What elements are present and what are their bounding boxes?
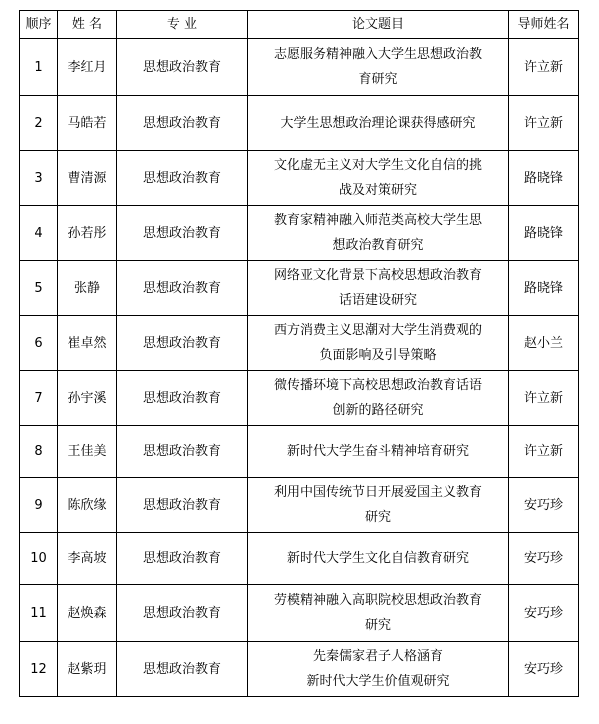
cell-advisor: 许立新 bbox=[509, 96, 579, 151]
title-line: 教育家精神融入师范类高校大学生思 bbox=[273, 213, 482, 228]
cell-seq: 5 bbox=[20, 261, 58, 316]
cell-major: 思想政治教育 bbox=[117, 533, 248, 585]
table-row bbox=[20, 642, 579, 697]
cell-seq: 4 bbox=[20, 206, 58, 261]
cell-title bbox=[248, 426, 509, 478]
table-row bbox=[20, 533, 579, 585]
cell-seq: 8 bbox=[20, 426, 58, 478]
cell-seq: 11 bbox=[20, 585, 58, 642]
cell-title bbox=[248, 585, 509, 642]
table-row bbox=[20, 206, 579, 261]
title-line: 研究 bbox=[364, 618, 391, 633]
cell-advisor: 安巧珍 bbox=[509, 585, 579, 642]
title-line: 新时代大学生奋斗精神培育研究 bbox=[286, 444, 469, 459]
table-row bbox=[20, 96, 579, 151]
title-line: 新时代大学生文化自信教育研究 bbox=[286, 551, 469, 566]
cell-name: 孙宇溪 bbox=[58, 371, 117, 426]
cell-advisor: 路晓锋 bbox=[509, 206, 579, 261]
cell-advisor: 许立新 bbox=[509, 371, 579, 426]
title-line: 西方消费主义思潮对大学生消费观的 bbox=[273, 323, 482, 338]
cell-advisor: 安巧珍 bbox=[509, 642, 579, 697]
cell-seq: 6 bbox=[20, 316, 58, 371]
table-row bbox=[20, 261, 579, 316]
title-line: 文化虚无主义对大学生文化自信的挑 bbox=[273, 158, 482, 173]
cell-advisor: 安巧珍 bbox=[509, 533, 579, 585]
title-line: 劳模精神融入高职院校思想政治教育 bbox=[273, 593, 482, 608]
cell-major: 思想政治教育 bbox=[117, 426, 248, 478]
cell-major: 思想政治教育 bbox=[117, 151, 248, 206]
cell-title bbox=[248, 151, 509, 206]
title-line: 话语建设研究 bbox=[338, 293, 417, 308]
table-row bbox=[20, 39, 579, 96]
cell-title bbox=[248, 96, 509, 151]
cell-title bbox=[248, 39, 509, 96]
cell-title bbox=[248, 316, 509, 371]
title-line: 利用中国传统节日开展爱国主义教育 bbox=[273, 485, 482, 500]
cell-seq: 7 bbox=[20, 371, 58, 426]
header-major: 专 业 bbox=[117, 11, 248, 39]
cell-title bbox=[248, 261, 509, 316]
title-line: 微传播环境下高校思想政治教育话语 bbox=[273, 378, 482, 393]
cell-advisor: 路晓锋 bbox=[509, 261, 579, 316]
header-name: 姓 名 bbox=[58, 11, 117, 39]
cell-seq: 1 bbox=[20, 39, 58, 96]
table-row bbox=[20, 151, 579, 206]
cell-title bbox=[248, 642, 509, 697]
cell-advisor: 路晓锋 bbox=[509, 151, 579, 206]
cell-major: 思想政治教育 bbox=[117, 371, 248, 426]
cell-advisor: 赵小兰 bbox=[509, 316, 579, 371]
cell-major: 思想政治教育 bbox=[117, 478, 248, 533]
title-line: 育研究 bbox=[358, 72, 398, 87]
cell-title bbox=[248, 206, 509, 261]
cell-seq: 9 bbox=[20, 478, 58, 533]
cell-major: 思想政治教育 bbox=[117, 642, 248, 697]
cell-name: 孙若彤 bbox=[58, 206, 117, 261]
header-title: 论文题目 bbox=[248, 11, 509, 39]
title-line: 创新的路径研究 bbox=[332, 403, 424, 418]
cell-title bbox=[248, 533, 509, 585]
thesis-table bbox=[19, 10, 579, 697]
cell-name: 陈欣缘 bbox=[58, 478, 117, 533]
table-row bbox=[20, 585, 579, 642]
cell-name: 李红月 bbox=[58, 39, 117, 96]
title-line: 想政治教育研究 bbox=[332, 238, 424, 253]
cell-title bbox=[248, 478, 509, 533]
cell-seq: 10 bbox=[20, 533, 58, 585]
cell-name: 赵焕森 bbox=[58, 585, 117, 642]
cell-name: 马皓若 bbox=[58, 96, 117, 151]
cell-name: 李高坡 bbox=[58, 533, 117, 585]
cell-major: 思想政治教育 bbox=[117, 316, 248, 371]
cell-major: 思想政治教育 bbox=[117, 96, 248, 151]
cell-name: 崔卓然 bbox=[58, 316, 117, 371]
cell-name: 张静 bbox=[58, 261, 117, 316]
table-row bbox=[20, 316, 579, 371]
cell-major: 思想政治教育 bbox=[117, 206, 248, 261]
cell-seq: 2 bbox=[20, 96, 58, 151]
cell-major: 思想政治教育 bbox=[117, 261, 248, 316]
cell-title bbox=[248, 371, 509, 426]
cell-major: 思想政治教育 bbox=[117, 39, 248, 96]
cell-advisor: 许立新 bbox=[509, 426, 579, 478]
cell-advisor: 安巧珍 bbox=[509, 478, 579, 533]
title-line: 研究 bbox=[364, 510, 391, 525]
cell-name: 曹清源 bbox=[58, 151, 117, 206]
title-line: 志愿服务精神融入大学生思想政治教 bbox=[273, 47, 482, 62]
title-line: 新时代大学生价值观研究 bbox=[306, 674, 450, 689]
cell-name: 赵紫玥 bbox=[58, 642, 117, 697]
header-advisor: 导师姓名 bbox=[509, 11, 579, 39]
title-line: 战及对策研究 bbox=[338, 183, 417, 198]
cell-seq: 12 bbox=[20, 642, 58, 697]
cell-seq: 3 bbox=[20, 151, 58, 206]
title-line: 网络亚文化背景下高校思想政治教育 bbox=[273, 268, 482, 283]
table-row bbox=[20, 426, 579, 478]
table-row bbox=[20, 478, 579, 533]
title-line: 先秦儒家君子人格涵育 bbox=[312, 649, 443, 664]
header-seq: 顺序 bbox=[20, 11, 58, 39]
cell-name: 王佳美 bbox=[58, 426, 117, 478]
table-row bbox=[20, 371, 579, 426]
cell-major: 思想政治教育 bbox=[117, 585, 248, 642]
title-line: 大学生思想政治理论课获得感研究 bbox=[280, 115, 476, 131]
title-line: 负面影响及引导策略 bbox=[319, 348, 437, 363]
header-row bbox=[20, 11, 579, 39]
cell-advisor: 许立新 bbox=[509, 39, 579, 96]
